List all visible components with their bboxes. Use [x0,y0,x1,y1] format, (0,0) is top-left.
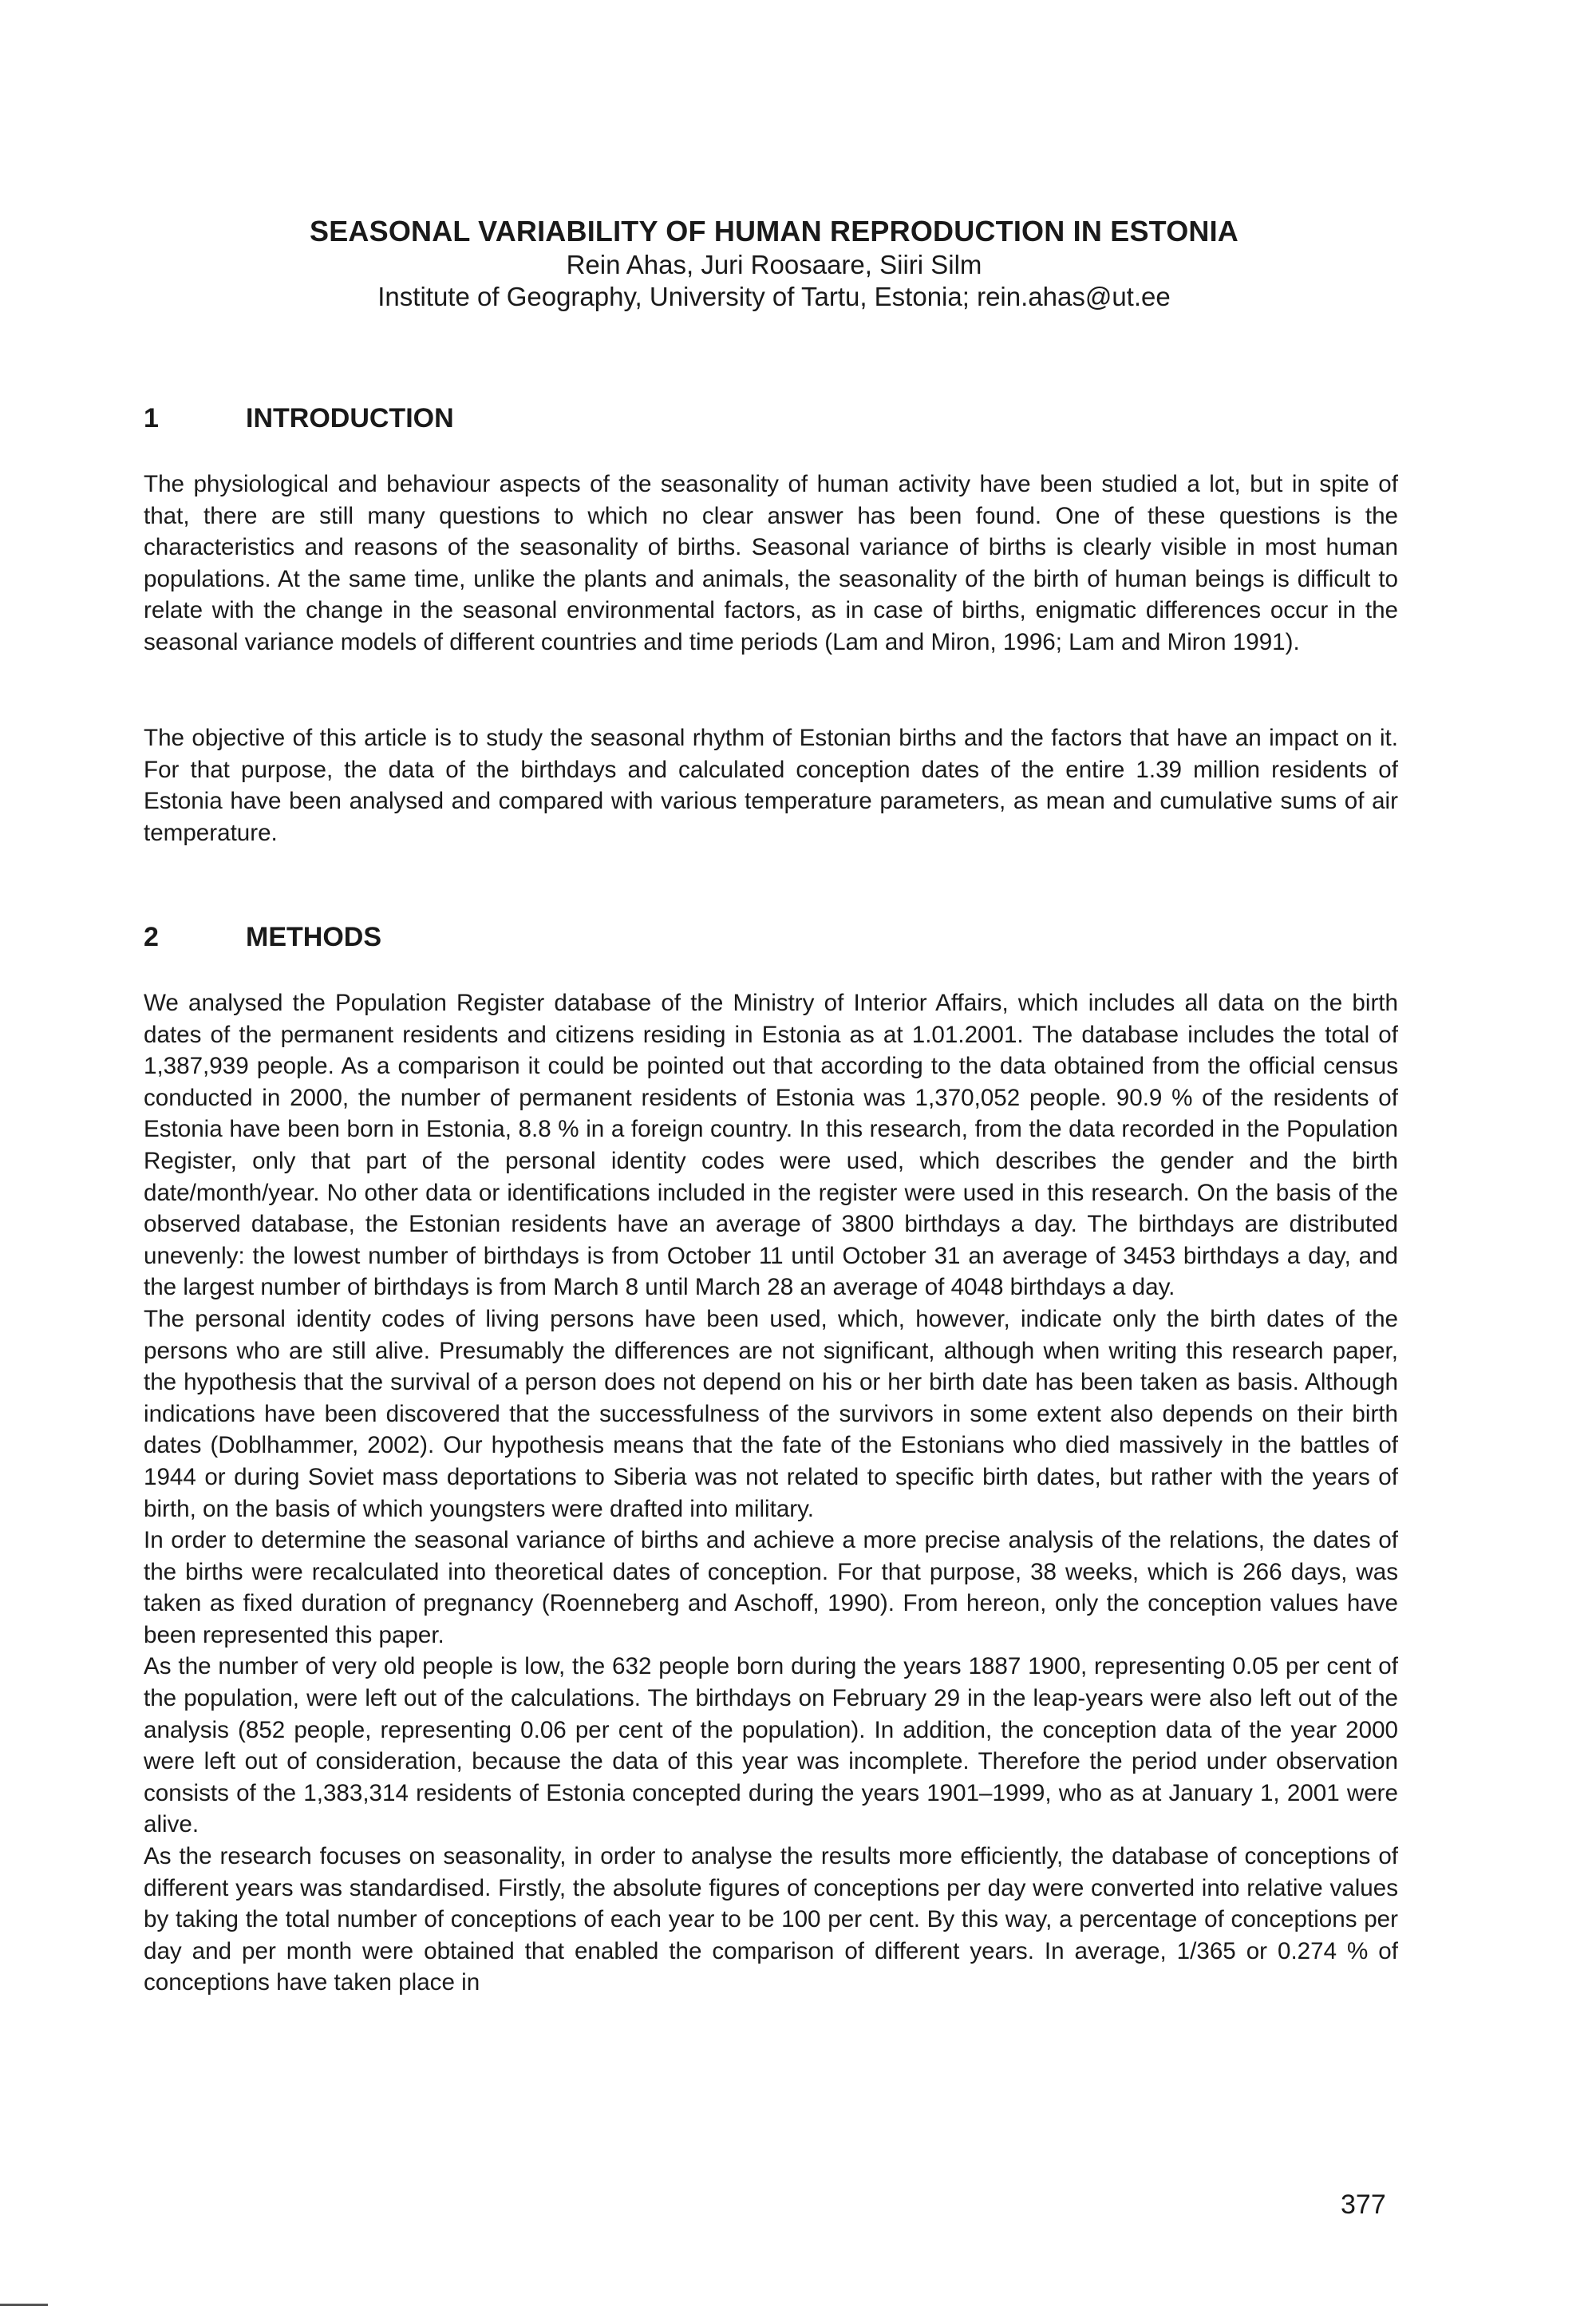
paper-title: SEASONAL VARIABILITY OF HUMAN REPRODUCTION IN ESTONIA [309,215,1238,247]
author-list: Rein Ahas, Juri Roosaare, Siiri Silm [566,250,982,279]
introduction-paragraph-2 [144,722,1398,848]
methods-body [144,987,1398,1999]
affiliation: Institute of Geography, University of Tartu, Estonia; rein.ahas@ut.ee [377,282,1171,311]
paragraph: In order to determine the seasonal variance of births and achieve a more precise analysis of the relations, the dates of the births were recalculated into theoretical dates of conception. For that purpose, 38 weeks, which is 266 days, was taken as fixed duration of pregnancy (Roenneberg and Aschoff, 1990). From hereon, only the conception values have been represented this paper. [144,1527,1398,1648]
introduction-paragraph-1 [144,469,1398,659]
scan-edge-mark [0,2304,48,2306]
title-block [144,214,1404,313]
section-heading-methods [144,921,381,953]
paragraph: We analysed the Population Register database of the Ministry of Interior Affairs, which includes all data on the birth dates of the permanent residents and citizens residing in Estonia as at 1.01.2001. The database includes the total of 1,387,939 people. As a comparison it could be pointed out that according to the data obtained from the official census conducted in 2000, the number of permanent residents of Estonia was 1,370,052 people. 90.9 % of the residents of Estonia have been born in Estonia, 8.8 % in a foreign country. In this research, from the data recorded in the Population Register, only that part of the personal identity codes were used, which describes the gender and the birth date/month/year. No other data or identifications included in the register were used in this research. On the basis of the observed database, the Estonian residents have an average of 3800 birthdays a day. The birthdays are distributed unevenly: the lowest number of birthdays is from October 11 until October 31 an average of 3453 birthdays a day, and the largest number of birthdays is from March 8 until March 28 an average of 4048 birthdays a day. [144,990,1398,1301]
paragraph: As the research focuses on seasonality, in order to analyse the results more efficiently, the database of conceptions of different years was standardised. Firstly, the absolute figures of conceptions per day were converted into relative values by taking the total number of conceptions of each year to be 100 per cent. By this way, a percentage of conceptions per day and per month were obtained that enabled the comparison of different years. In average, 1/365 or 0.274 % of conceptions have taken place in [144,1843,1398,1996]
section-title: METHODS [246,922,381,952]
section-title: INTRODUCTION [246,403,454,433]
section-number: 2 [144,922,159,952]
paragraph: As the number of very old people is low, the 632 people born during the years 1887 1900, representing 0.05 per cent of the population, were left out of the calculations. The birthdays on February 29 in the leap-years were also left out of the analysis (852 people, representing 0.06 per cent of the population). In addition, the conception data of the year 2000 were left out of consideration, because the data of this year was incomplete. Therefore the period under observation consists of the 1,383,314 residents of Estonia concepted during the years 1901–1999, who as at January 1, 2001 were alive. [144,1653,1398,1838]
section-number: 1 [144,403,159,433]
paragraph: The objective of this article is to study the seasonal rhythm of Estonian births and the factors that have an impact on it. For that purpose, the data of the birthdays and calculated conception dates of the entire 1.39 million residents of Estonia have been analysed and compared with various temperature parameters, as mean and cumulative sums of air temperature. [144,725,1398,846]
paragraph: The physiological and behaviour aspects of the seasonality of human activity have been studied a lot, but in spite of that, there are still many questions to which no clear answer has been found. One of these questions is the characteristics and reasons of the seasonality of births. Seasonal variance of births is clearly visible in most human populations. At the same time, unlike the plants and animals, the seasonality of the birth of human beings is difficult to relate with the change in the seasonal environmental factors, as in case of births, enigmatic differences occur in the seasonal variance models of different countries and time periods (Lam and Miron, 1996; Lam and Miron 1991). [144,471,1398,655]
section-heading-introduction [144,402,454,434]
page-number: 377 [1341,2189,1386,2220]
paragraph: The personal identity codes of living persons have been used, which, however, indicate only the birth dates of the persons who are still alive. Presumably the differences are not significant, although when writing this research paper, the hypothesis that the survival of a person does not depend on his or her birth date has been taken as basis. Although indications have been discovered that the successfulness of the survivors in some extent also depends on their birth dates (Doblhammer, 2002). Our hypothesis means that the fate of the Estonians who died massively in the battles of 1944 or during Soviet mass deportations to Siberia was not related to specific birth dates, but rather with the years of birth, on the basis of which youngsters were drafted into military. [144,1305,1398,1522]
